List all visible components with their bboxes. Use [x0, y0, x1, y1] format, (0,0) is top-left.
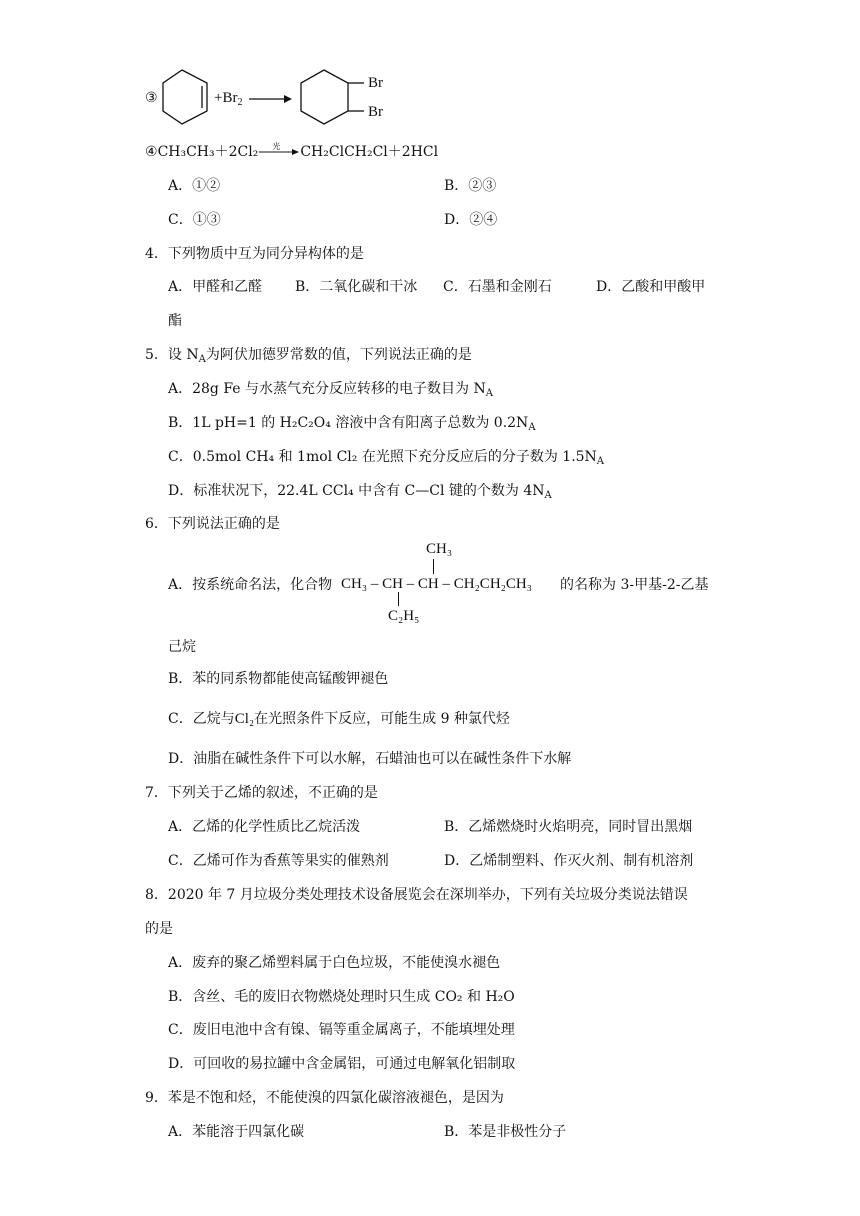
- q6-option-b: B．苯的同系物都能使高锰酸钾褪色: [168, 671, 389, 687]
- q4-option-d-continued: 酯: [168, 313, 182, 329]
- item-4-equation: [145, 143, 438, 161]
- item-4-label: ④: [145, 144, 158, 160]
- q3-option-d: D．②④: [444, 212, 498, 228]
- condition-arrow: [258, 143, 300, 161]
- formula-main-chain: CH₃ – CH – CH – CH₂CH₂CH₃: [341, 576, 532, 592]
- q8-option-b: B．含丝、毛的废旧衣物燃烧处理时只生成 CO₂ 和 H₂O: [168, 989, 515, 1005]
- q9-option-b: B．苯是非极性分子: [444, 1124, 567, 1140]
- formula-bond-top: [433, 559, 434, 574]
- q5-option-a: A．28g Fe 与水蒸气充分反应转移的电子数目为 $N_A$: [168, 381, 493, 399]
- q4-option-b: B．二氧化碳和干冰: [295, 279, 418, 295]
- plus-br2: $+Br_2$: [214, 90, 243, 108]
- q9-option-a: A．苯能溶于四氯化碳: [168, 1124, 305, 1140]
- item-3-label: ③: [145, 90, 158, 106]
- q7-option-b: B．乙烯燃烧时火焰明亮，同时冒出黑烟: [444, 819, 693, 835]
- q8-option-a: A．废弃的聚乙烯塑料属于白色垃圾，不能使溴水褪色: [168, 955, 501, 971]
- q8-stem: 8．2020 年 7 月垃圾分类处理技术设备展览会在深圳举办，下列有关垃圾分类说法错误: [145, 887, 688, 903]
- q6-option-a-suffix: 的名称为 3-甲基-2-乙基: [560, 577, 709, 593]
- q6-option-a-continued: 己烷: [168, 639, 196, 655]
- q8-option-d: D．可回收的易拉罐中含金属铝，可通过电解氧化铝制取: [168, 1056, 516, 1072]
- q6-option-d: D．油脂在碱性条件下可以水解，石蜡油也可以在碱性条件下水解: [168, 751, 572, 767]
- product-br-top: Br: [368, 75, 383, 91]
- reaction-arrow: [248, 92, 294, 106]
- q5-stem: 5．设 $N_A$为阿伏加德罗常数的值，下列说法正确的是: [145, 347, 472, 365]
- q4-option-d: D．乙酸和甲酸甲: [596, 279, 706, 295]
- cyclohexene-structure: [160, 68, 216, 126]
- q9-stem: 9．苯是不饱和烃，不能使溴的四氯化碳溶液褪色，是因为: [145, 1090, 504, 1106]
- q7-option-a: A．乙烯的化学性质比乙烷活泼: [168, 819, 361, 835]
- formula-branch-top: CH₃: [426, 541, 453, 557]
- q3-option-b: B．②③: [444, 178, 497, 194]
- q3-option-a: A．①②: [168, 178, 221, 194]
- arrow-condition-light: 光: [272, 142, 281, 151]
- q4-option-c: C．石墨和金刚石: [443, 279, 552, 295]
- item-4-lhs: CH₃CH₃＋2Cl₂: [157, 144, 259, 160]
- q8-stem-continued: 的是: [145, 921, 173, 937]
- formula-bond-bottom: [398, 592, 399, 606]
- formula-branch-bottom: C₂H₅: [388, 608, 420, 624]
- q5-option-b: B．1L pH=1 的 H₂C₂O₄ 溶液中含有阳离子总数为 $0.2N_A$: [168, 415, 536, 433]
- q6-option-c: C．乙烷与Cl₂在光照条件下反应，可能生成 9 种氯代烃: [168, 711, 510, 727]
- q4-stem: 4．下列物质中互为同分异构体的是: [145, 246, 364, 262]
- product-br-bottom: Br: [368, 104, 383, 120]
- q5-option-d: D．标准状况下，22.4L CCl₄ 中含有 C—Cl 键的个数为 $4N_A$: [168, 483, 552, 501]
- q7-stem: 7．下列关于乙烯的叙述，不正确的是: [145, 785, 378, 801]
- q8-option-c: C．废旧电池中含有镍、镉等重金属离子，不能填埋处理: [168, 1022, 515, 1038]
- q3-option-c: C．①③: [168, 212, 221, 228]
- q6-stem: 6．下列说法正确的是: [145, 516, 280, 532]
- q7-option-c: C．乙烯可作为香蕉等果实的催熟剂: [168, 853, 389, 869]
- q4-option-a: A．甲醛和乙醛: [168, 279, 263, 295]
- item-4-rhs: CH₂ClCH₂Cl＋2HCl: [300, 144, 439, 160]
- q7-option-d: D．乙烯制塑料、作灭火剂、制有机溶剂: [444, 853, 694, 869]
- q5-option-c: C．0.5mol CH₄ 和 1mol Cl₂ 在光照下充分反应后的分子数为 $1.5N_A$: [168, 449, 605, 467]
- q6-option-a-prefix: A．按系统命名法，化合物: [168, 577, 333, 593]
